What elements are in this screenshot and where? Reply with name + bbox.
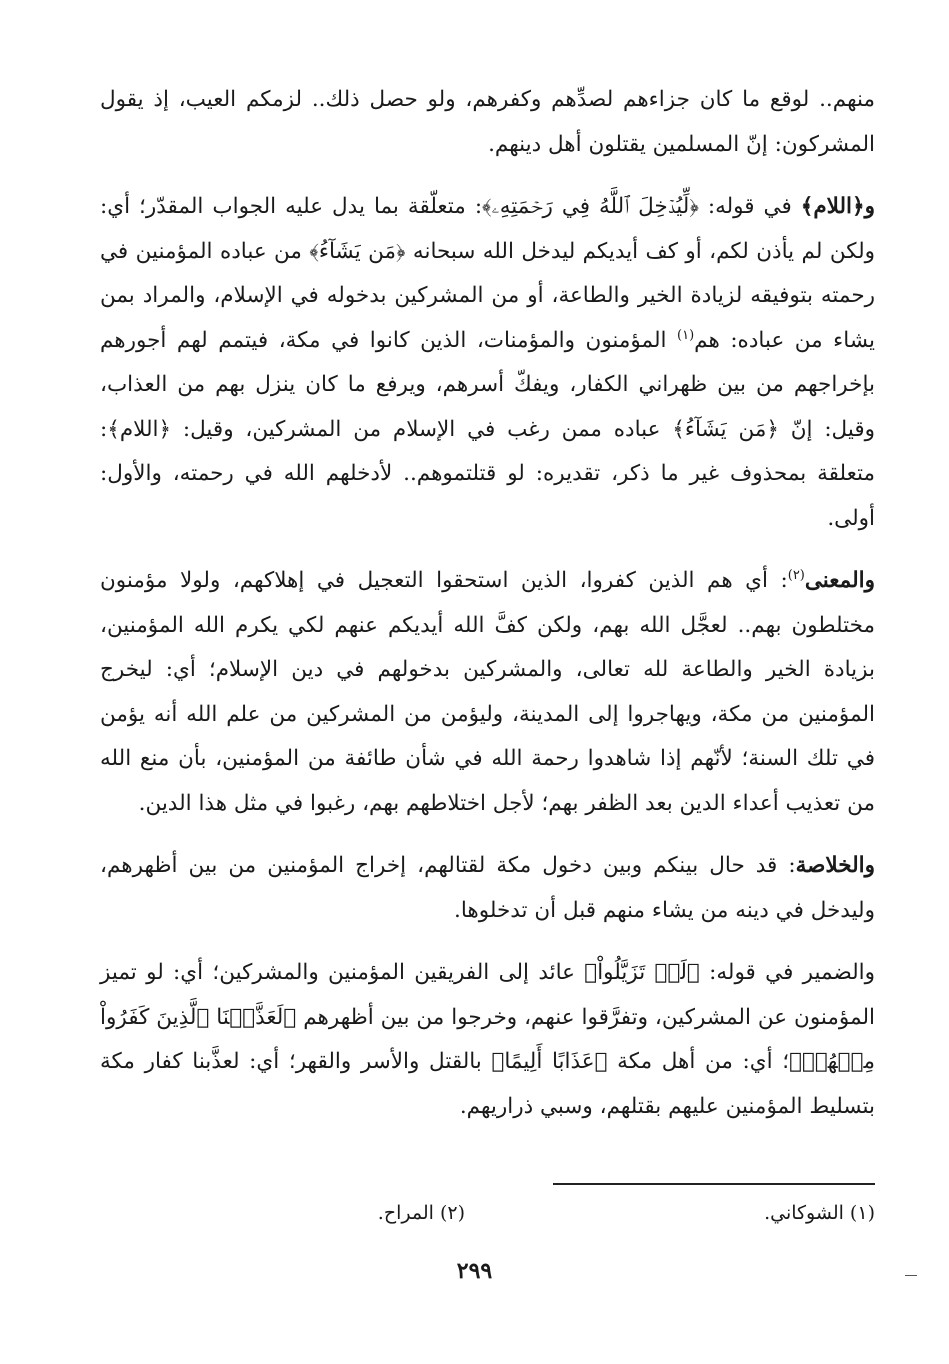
- footnote-2: (٢) المراح.: [377, 1202, 465, 1224]
- footnote-1: (١) الشوكاني.: [764, 1202, 875, 1224]
- paragraph-2-lead: و﴿اللام﴾: [800, 194, 875, 219]
- paragraph-3: [100, 559, 875, 826]
- paragraph-4-text: : قد حال بينكم وبين دخول مكة لقتالهم، إخراج المؤمنين من بين أظهرهم، وليدخل في دينه من يشاء منهم قبل أن تدخلوها.: [100, 853, 875, 923]
- paragraph-1-text: منهم.. لوقع ما كان جزاءهم لصدِّهم وكفرهم، ولو حصل ذلك.. لزمكم العيب، إذ يقول المشركون: إنّ المسلمين يقتلون أهل دينهم.: [100, 87, 875, 157]
- footnote-ref-1: (١): [677, 327, 695, 343]
- paragraph-5: [100, 951, 875, 1129]
- paragraph-2-text-cont: المؤمنون والمؤمنات، الذين كانوا في مكة، فيتمم لهم أجورهم بإخراجهم من بين ظهراني الكفار، ويفكّ أسرهم، ويرفع ما كان ينزل بهم من العذاب، وقيل: إنّ ﴿مَن يَشَآءُ﴾ عباده ممن رغب في الإسلام من المشركين، وقيل: ﴿اللام﴾: متعلقة بمحذوف غير ما ذكر، تقديره: لو قتلتموهم.. لأدخلهم الله في رحمته، والأول: أولى.: [100, 327, 875, 531]
- main-text: [100, 78, 875, 1129]
- footnote-ref-2: (٢): [787, 567, 805, 583]
- scan-edge-mark: [905, 1275, 917, 1276]
- footnote-divider: [553, 1183, 875, 1185]
- paragraph-4: [100, 844, 875, 933]
- paragraph-5-text: والضمير في قوله: ﴿لَوۡ تَزَيَّلُواْ﴾ عائد إلى الفريقين المؤمنين والمشركين؛ أي: لو تميز المؤمنون عن المشركين، وتفرَّقوا عنهم، وخرجوا من بين أظهرهم ﴿لَعَذَّبۡنَا ٱلَّذِينَ كَفَرُواْ مِنۡهُمۡ﴾؛ أي: من أهل مكة ﴿عَذَابًا أَلِيمًا﴾ بالقتل والأسر والقهر؛ أي: لعذَّبنا كفار مكة بتسليط المؤمنين عليهم بقتلهم، وسبي ذراريهم.: [100, 960, 875, 1119]
- paragraph-2-text: في قوله: ﴿لِّيُدۡخِلَ ٱللَّهُ فِي رَحۡمَتِهِۦ﴾: متعلّقة بما يدل عليه الجواب المقدّر؛ أي: ولكن لم يأذن لكم، أو كف أيديكم ليدخل الله سبحانه ﴿مَن يَشَآءُ﴾ من عباده المؤمنين في رحمته بتوفيقه لزيادة الخير والطاعة، أو من المشركين بدخوله في الإسلام، والمراد بمن يشاء من عباده: هم: [100, 194, 876, 353]
- paragraph-3-text: : أي هم الذين كفروا، الذين استحقوا التعجيل في إهلاكهم، ولولا مؤمنون مختلطون بهم.. لعجَّل الله بهم، ولكن كفَّ الله أيديكم عنهم لكي يكرم الله المؤمنين، بزيادة الخير والطاعة لله تعالى، والمشركين بدخولهم في دين الإسلام؛ أي: ليخرج المؤمنين من مكة، ويهاجروا إلى المدينة، وليؤمن من المشركين من علم الله أنه يؤمن في تلك السنة؛ لأنّهم إذا شاهدوا رحمة الله في شأن طائفة من المؤمنين، بأن منع الله من تعذيب أعداء الدين بعد الظفر بهم؛ لأجل اختلاطهم بهم، رغبوا في مثل هذا الدين.: [100, 568, 875, 816]
- page-number: ٢٩٩: [456, 1258, 493, 1284]
- paragraph-1: [100, 78, 875, 167]
- paragraph-4-lead: والخلاصة: [795, 853, 875, 878]
- paragraph-3-lead: والمعنى: [804, 568, 875, 593]
- paragraph-2: [100, 185, 875, 541]
